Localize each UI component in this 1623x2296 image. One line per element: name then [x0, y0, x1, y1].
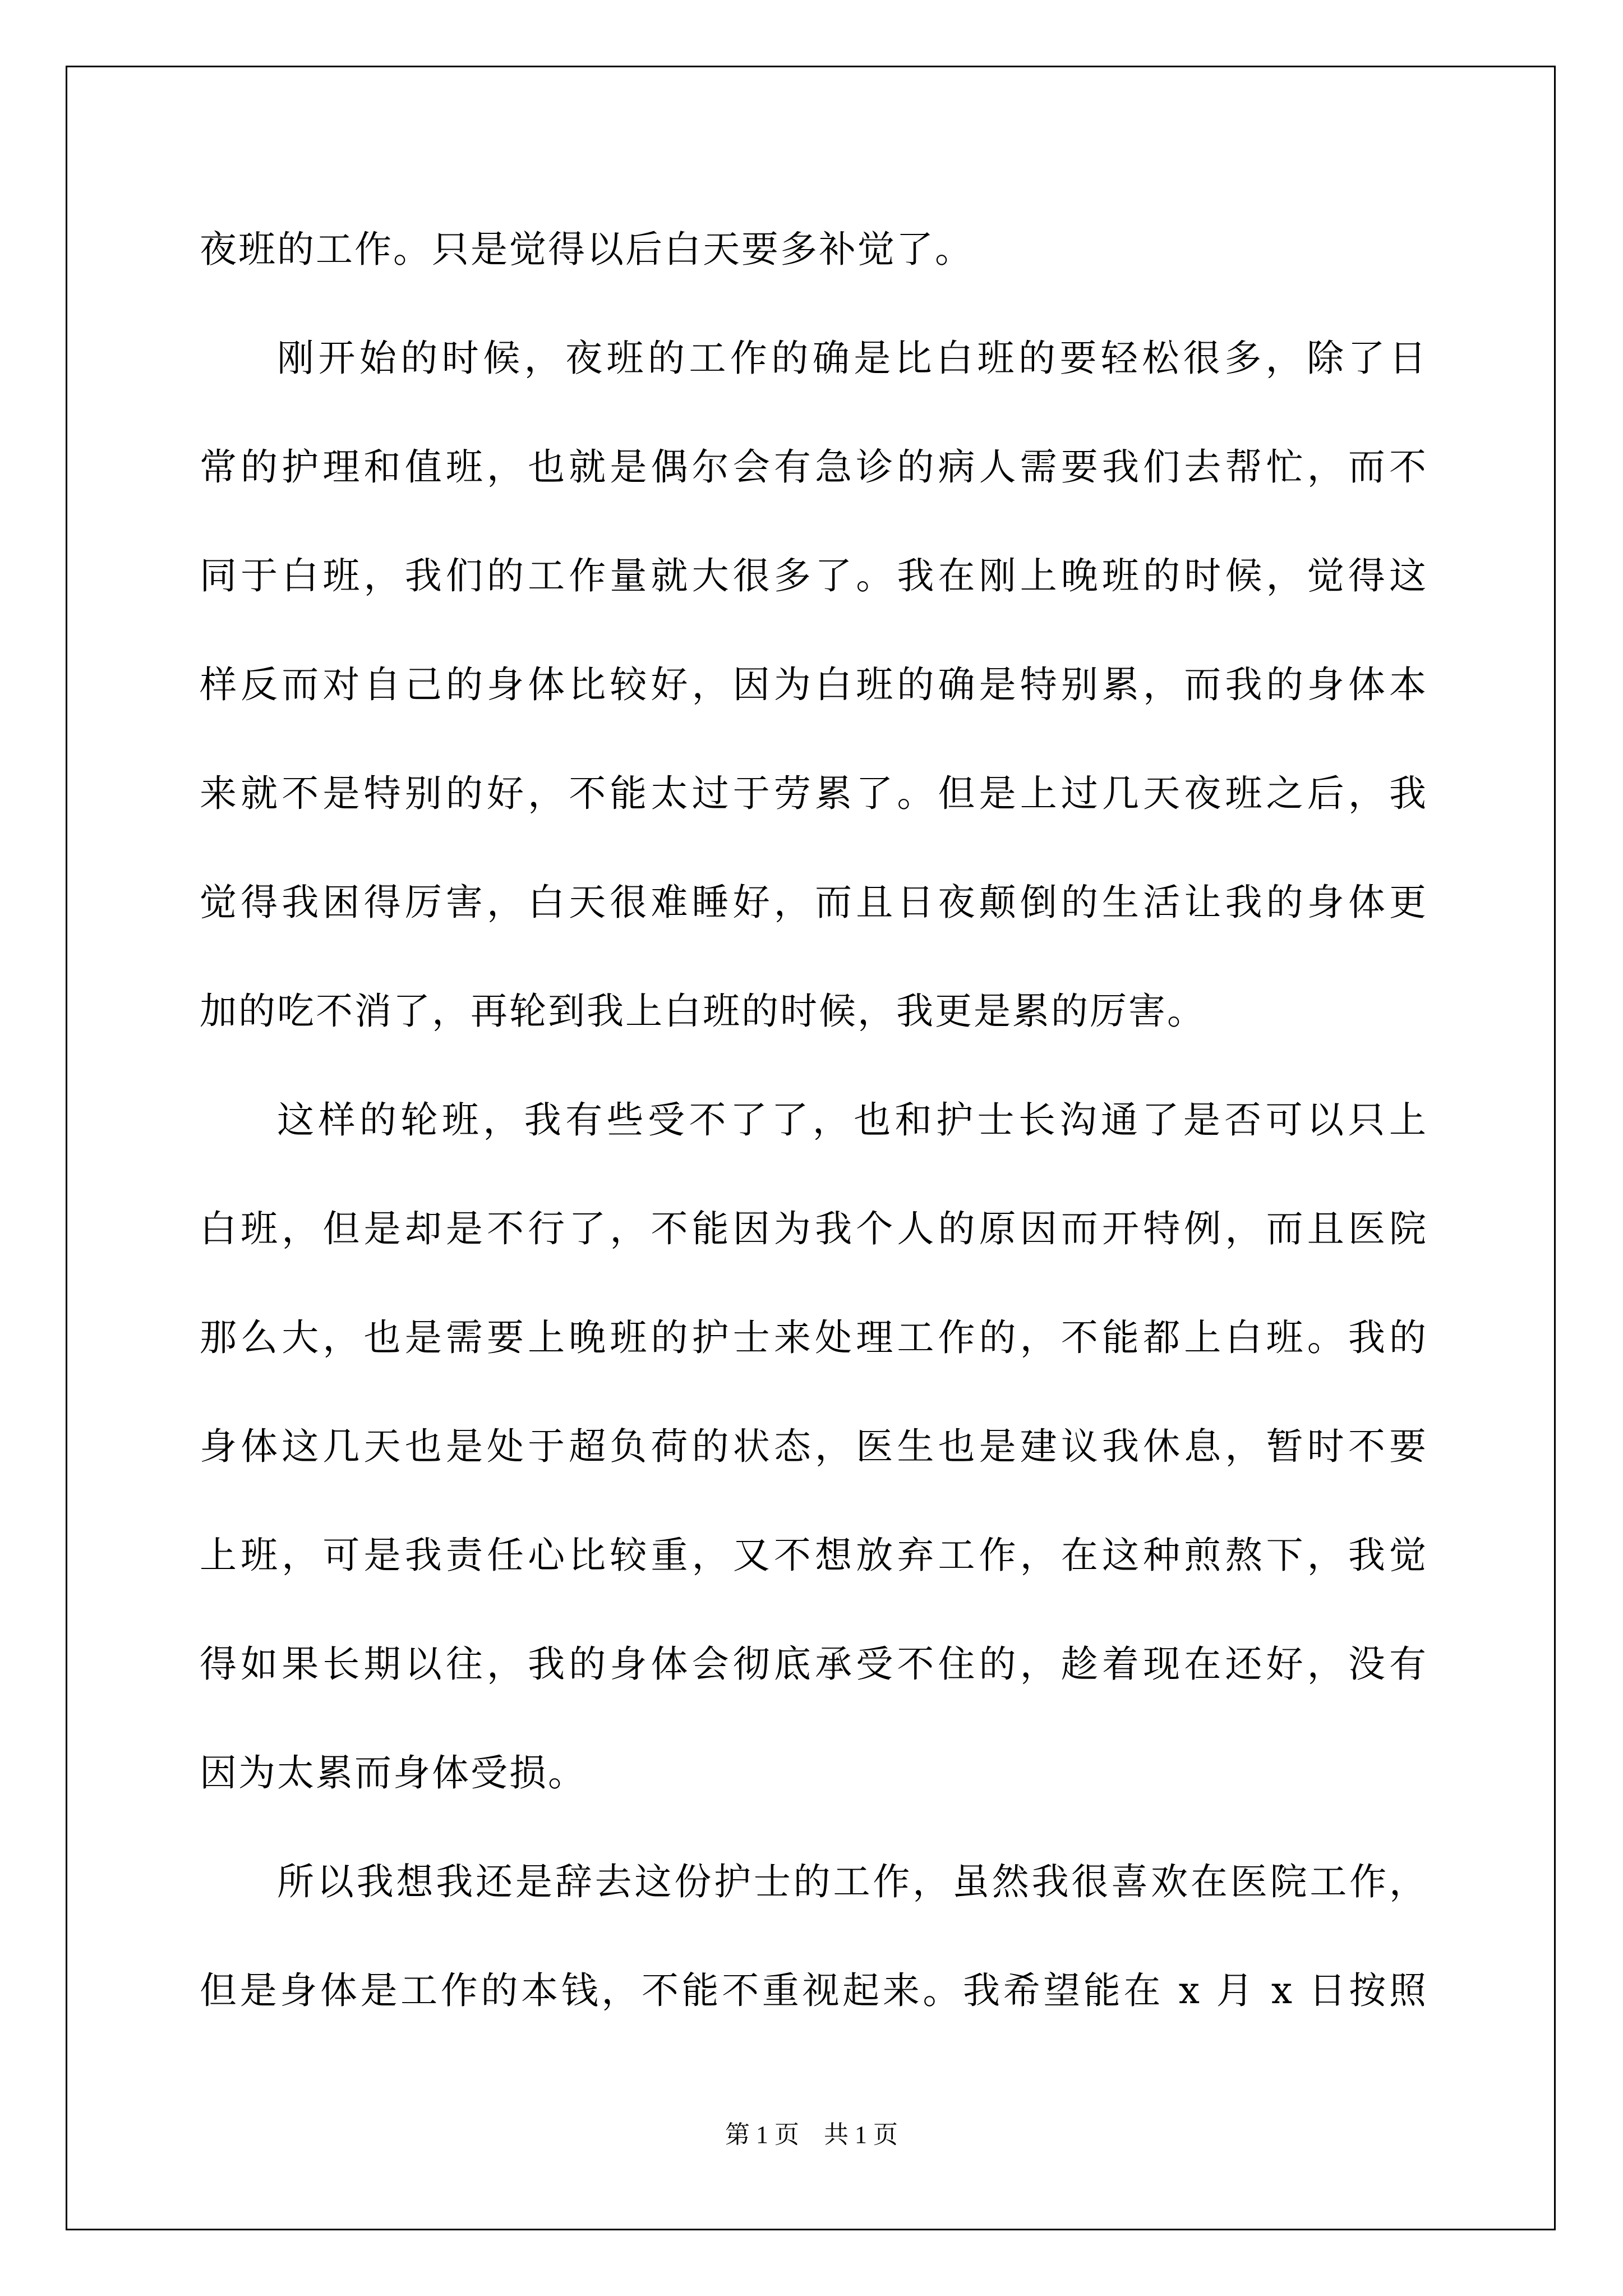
text-line: 加的吃不消了，再轮到我上白班的时候，我更是累的厉害。	[200, 990, 1206, 1033]
text-line: 同于白班，我们的工作量就大很多了。我在刚上晚班的时候，觉得这	[200, 554, 1428, 597]
paragraph-first-line: 刚开始的时候，夜班的工作的确是比白班的要轻松很多，除了日	[277, 337, 1428, 380]
text-line: 因为太累而身体受损。	[200, 1751, 587, 1795]
text-line: 但是身体是工作的本钱，不能不重视起来。我希望能在 x 月 x 日按照	[200, 1969, 1428, 2012]
text-line: 白班，但是却是不行了，不能因为我个人的原因而开特例，而且医院	[200, 1207, 1428, 1250]
text-line: 得如果长期以往，我的身体会彻底承受不住的，趁着现在还好，没有	[200, 1642, 1428, 1686]
text-line: 夜班的工作。只是觉得以后白天要多补觉了。	[200, 228, 974, 271]
text-line: 来就不是特别的好，不能太过于劳累了。但是上过几天夜班之后，我	[200, 772, 1428, 815]
text-line: 样反而对自己的身体比较好，因为白班的确是特别累，而我的身体本	[200, 663, 1428, 706]
text-line: 身体这几天也是处于超负荷的状态，医生也是建议我休息，暂时不要	[200, 1425, 1428, 1468]
text-line: 那么大，也是需要上晚班的护士来处理工作的，不能都上白班。我的	[200, 1316, 1428, 1359]
text-line: 上班，可是我责任心比较重，又不想放弃工作，在这种煎熬下，我觉	[200, 1534, 1428, 1577]
paragraph-first-line: 所以我想我还是辞去这份护士的工作，虽然我很喜欢在医院工作，	[277, 1860, 1428, 1903]
page-number-footer: 第 1 页 共 1 页	[725, 2121, 898, 2148]
paragraph-first-line: 这样的轮班，我有些受不了了，也和护士长沟通了是否可以只上	[277, 1098, 1428, 1142]
text-line: 觉得我困得厉害，白天很难睡好，而且日夜颠倒的生活让我的身体更	[200, 881, 1428, 924]
text-line: 常的护理和值班，也就是偶尔会有急诊的病人需要我们去帮忙，而不	[200, 445, 1428, 489]
